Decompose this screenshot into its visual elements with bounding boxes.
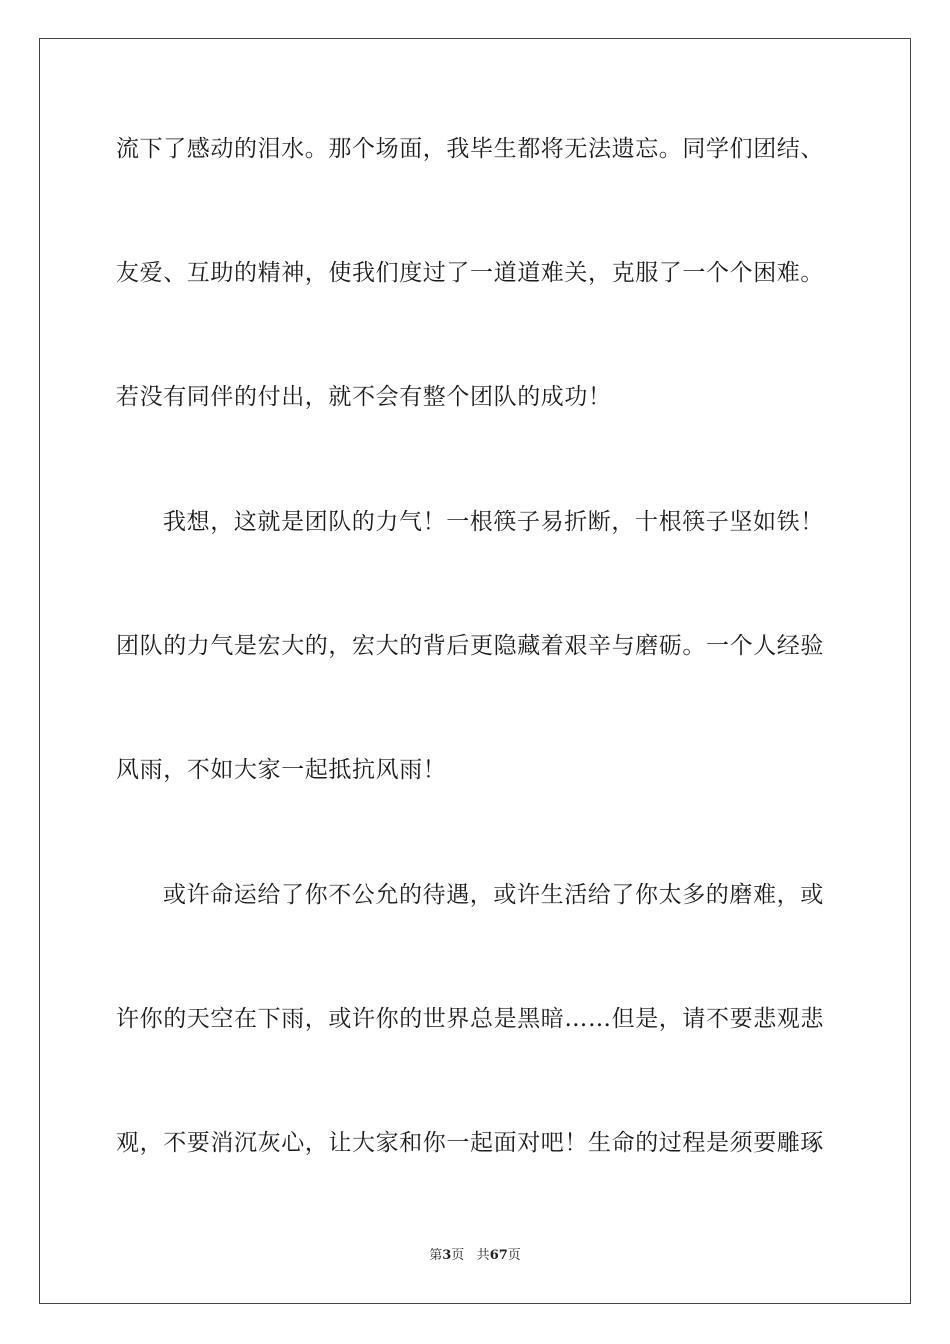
text-line: 许你的天空在下雨，或许你的世界总是黑暗……但是，请不要悲观悲: [116, 1006, 824, 1032]
text-line: 若没有同伴的付出，就不会有整个团队的成功！: [116, 384, 612, 410]
text-line: 流下了感动的泪水。那个场面，我毕生都将无法遗忘。同学们团结、: [116, 136, 824, 162]
page-border: [39, 38, 911, 1304]
text-line: 观，不要消沉灰心，让大家和你一起面对吧！生命的过程是须要雕琢: [116, 1130, 824, 1156]
text-line: 风雨，不如大家一起抵抗风雨！: [116, 757, 447, 783]
text-line: 团队的力气是宏大的，宏大的背后更隐藏着艰辛与磨砺。一个人经验: [116, 633, 824, 659]
page-number: 3: [442, 1248, 452, 1263]
page-suffix: 页: [451, 1248, 465, 1263]
text-line: 友爱、互助的精神，使我们度过了一道道难关，克服了一个个困难。: [116, 260, 824, 286]
page-prefix: 第: [429, 1248, 443, 1263]
page-footer: [0, 1247, 950, 1265]
paragraph-first-line: 或许命运给了你不公允的待遇，或许生活给了你太多的磨难，或: [163, 882, 824, 908]
total-pages: 67: [489, 1248, 508, 1263]
paragraph-first-line: 我想，这就是团队的力气！一根筷子易折断，十根筷子坚如铁！: [163, 509, 824, 535]
total-prefix: 共: [476, 1248, 490, 1263]
total-suffix: 页: [507, 1248, 521, 1263]
